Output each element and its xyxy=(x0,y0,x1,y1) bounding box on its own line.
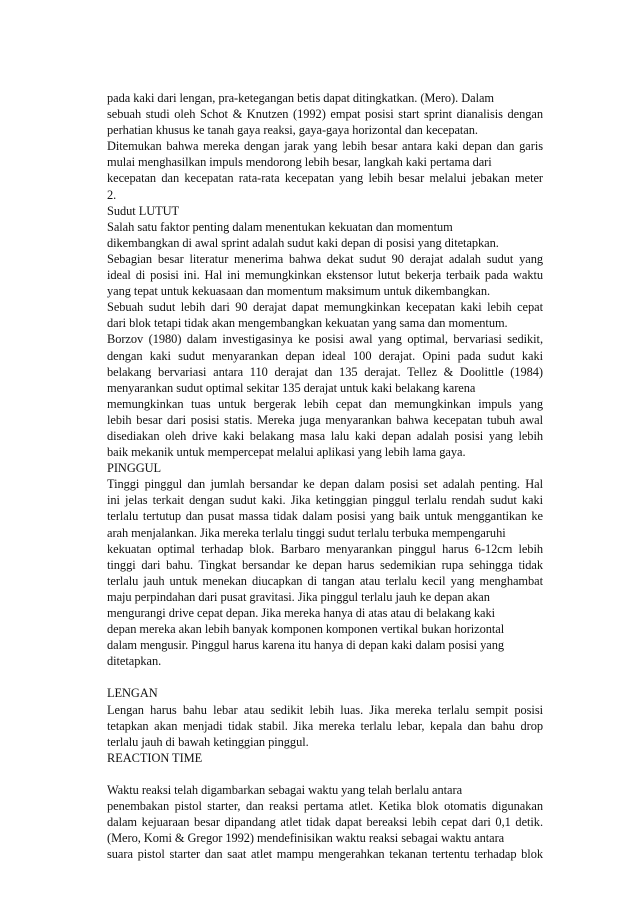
text-line: terlalu jauh untuk menekan diucapkan di tangan atau terlalu kecil yang menghambat xyxy=(107,573,543,588)
section-heading: REACTION TIME xyxy=(107,750,203,765)
text-line: depan mereka akan lebih banyak komponen komponen vertikal bukan horizontal xyxy=(107,622,505,637)
text-line: Salah satu faktor penting dalam menentukan kekuatan dan momentum xyxy=(107,219,453,234)
text-line: mengurangi drive cepat depan. Jika mereka hanya di atas atau di belakang kaki xyxy=(107,606,496,620)
text-line: baik mekanik untuk mempercepat melalui aplikasi yang lebih lama gaya. xyxy=(107,445,466,460)
text-line: Sebagian besar literatur menerima bahwa dekat sudut 90 derajat adalah sudut yang xyxy=(107,251,543,266)
text-line: perhatian khusus ke tanah gaya reaksi, gaya-gaya horizontal dan kecepatan. xyxy=(107,123,478,138)
text-line: Borzov (1980) dalam investigasinya ke posisi awal yang optimal, bervariasi sedikit, xyxy=(107,332,543,347)
text-line: Lengan harus bahu lebar atau sedikit lebih luas. Jika mereka terlalu sempit posisi xyxy=(107,702,543,717)
text-line: 2. xyxy=(107,187,117,202)
text-line: Ditemukan bahwa mereka dengan jarak yang lebih besar antara kaki depan dan garis xyxy=(107,139,543,154)
text-line: maju perpindahan dari pusat gravitasi. Jika pinggul terlalu jauh ke depan akan xyxy=(107,589,490,604)
text-line: menyarankan sudut optimal sekitar 135 derajat untuk kaki belakang karena xyxy=(107,380,476,395)
text-line: lebih besar dari posisi statis. Mereka juga menyarankan bahwa kecepatan tubuh awal xyxy=(107,412,543,427)
blank-line xyxy=(107,669,543,685)
text-line: sebuah studi oleh Schot & Knutzen (1992) empat posisi start sprint dianalisis dengan xyxy=(107,107,543,122)
section-heading: LENGAN xyxy=(107,686,158,701)
text-line: dalam kejuaraan besar dipandang atlet tidak dapat bereaksi lebih cepat dari 0,1 detik. xyxy=(107,815,543,830)
text-line: suara pistol starter dan saat atlet mampu mengerahkan tekanan tertentu terhadap blok xyxy=(107,847,543,862)
text-line: memungkinkan tuas untuk bergerak lebih cepat dan memungkinkan impuls yang xyxy=(107,396,543,411)
document-body xyxy=(107,90,543,863)
text-line: dalam mengusir. Pinggul harus karena itu hanya di depan kaki dalam posisi yang xyxy=(107,638,504,653)
text-line: tetapkan akan menjadi tidak stabil. Jika mereka terlalu lebar, kepala dan bahu drop xyxy=(107,718,543,733)
text-line: terlalu tertutup dan pusat massa tidak dalam posisi yang baik untuk menggantikan ke xyxy=(107,509,543,524)
text-line: kecepatan dan kecepatan rata-rata kecepatan yang lebih besar melalui jebakan meter xyxy=(107,171,543,186)
section-heading: Sudut LUTUT xyxy=(107,203,180,218)
text-line: kekuatan optimal terhadap blok. Barbaro menyarankan pinggul harus 6-12cm lebih xyxy=(107,541,543,556)
text-line: dengan kaki sudut menyarankan depan ideal 100 derajat. Opini pada sudut kaki xyxy=(107,348,543,363)
text-line: terlalu jauh di bawah ketinggian pinggul. xyxy=(107,734,309,749)
section-heading: PINGGUL xyxy=(107,461,162,476)
text-line: ideal di posisi ini. Hal ini memungkinkan ekstensor lutut bekerja terbaik pada waktu xyxy=(107,268,543,283)
text-line: arah menjalankan. Jika mereka terlalu tinggi sudut terlalu terbuka mempengaruhi xyxy=(107,525,506,540)
text-line: ini jelas terkait dengan sudut kaki. Jika ketinggian pinggul terlalu rendah sudut kaki xyxy=(107,493,543,508)
text-line: penembakan pistol starter, dan reaksi pertama atlet. Ketika blok otomatis digunakan xyxy=(107,799,543,814)
text-line: disediakan oleh drive kaki belakang masa lalu kaki depan adalah posisi yang lebih xyxy=(107,428,543,443)
text-line: (Mero, Komi & Gregor 1992) mendefinisikan waktu reaksi sebagai waktu antara xyxy=(107,831,505,846)
text-line: dari blok tetapi tidak akan mengembangkan kekuatan yang sama dan momentum. xyxy=(107,316,508,331)
text-line: belakang bervariasi antara 110 derajat dan 135 derajat. Tellez & Doolittle (1984) xyxy=(107,364,543,379)
text-line: pada kaki dari lengan, pra-ketegangan betis dapat ditingkatkan. (Mero). Dalam xyxy=(107,91,494,105)
blank-line xyxy=(107,766,543,782)
text-line: Tinggi pinggul dan jumlah bersandar ke depan dalam posisi set adalah penting. Hal xyxy=(107,477,543,492)
text-line: dikembangkan di awal sprint adalah sudut kaki depan di posisi yang ditetapkan. xyxy=(107,235,499,250)
text-line: tinggi dari bahu. Tingkat bersandar ke depan harus sedemikian rupa sehingga tidak xyxy=(107,557,543,572)
text-line: ditetapkan. xyxy=(107,654,162,669)
text-line: Sebuah sudut lebih dari 90 derajat dapat memungkinkan kecepatan kaki lebih cepat xyxy=(107,300,543,315)
text-line: mulai menghasilkan impuls mendorong lebih besar, langkah kaki pertama dari xyxy=(107,155,492,170)
text-line: yang tepat untuk kekuasaan dan momentum maksimum untuk dikembangkan. xyxy=(107,284,491,299)
text-line: Waktu reaksi telah digambarkan sebagai waktu yang telah berlalu antara xyxy=(107,783,463,798)
